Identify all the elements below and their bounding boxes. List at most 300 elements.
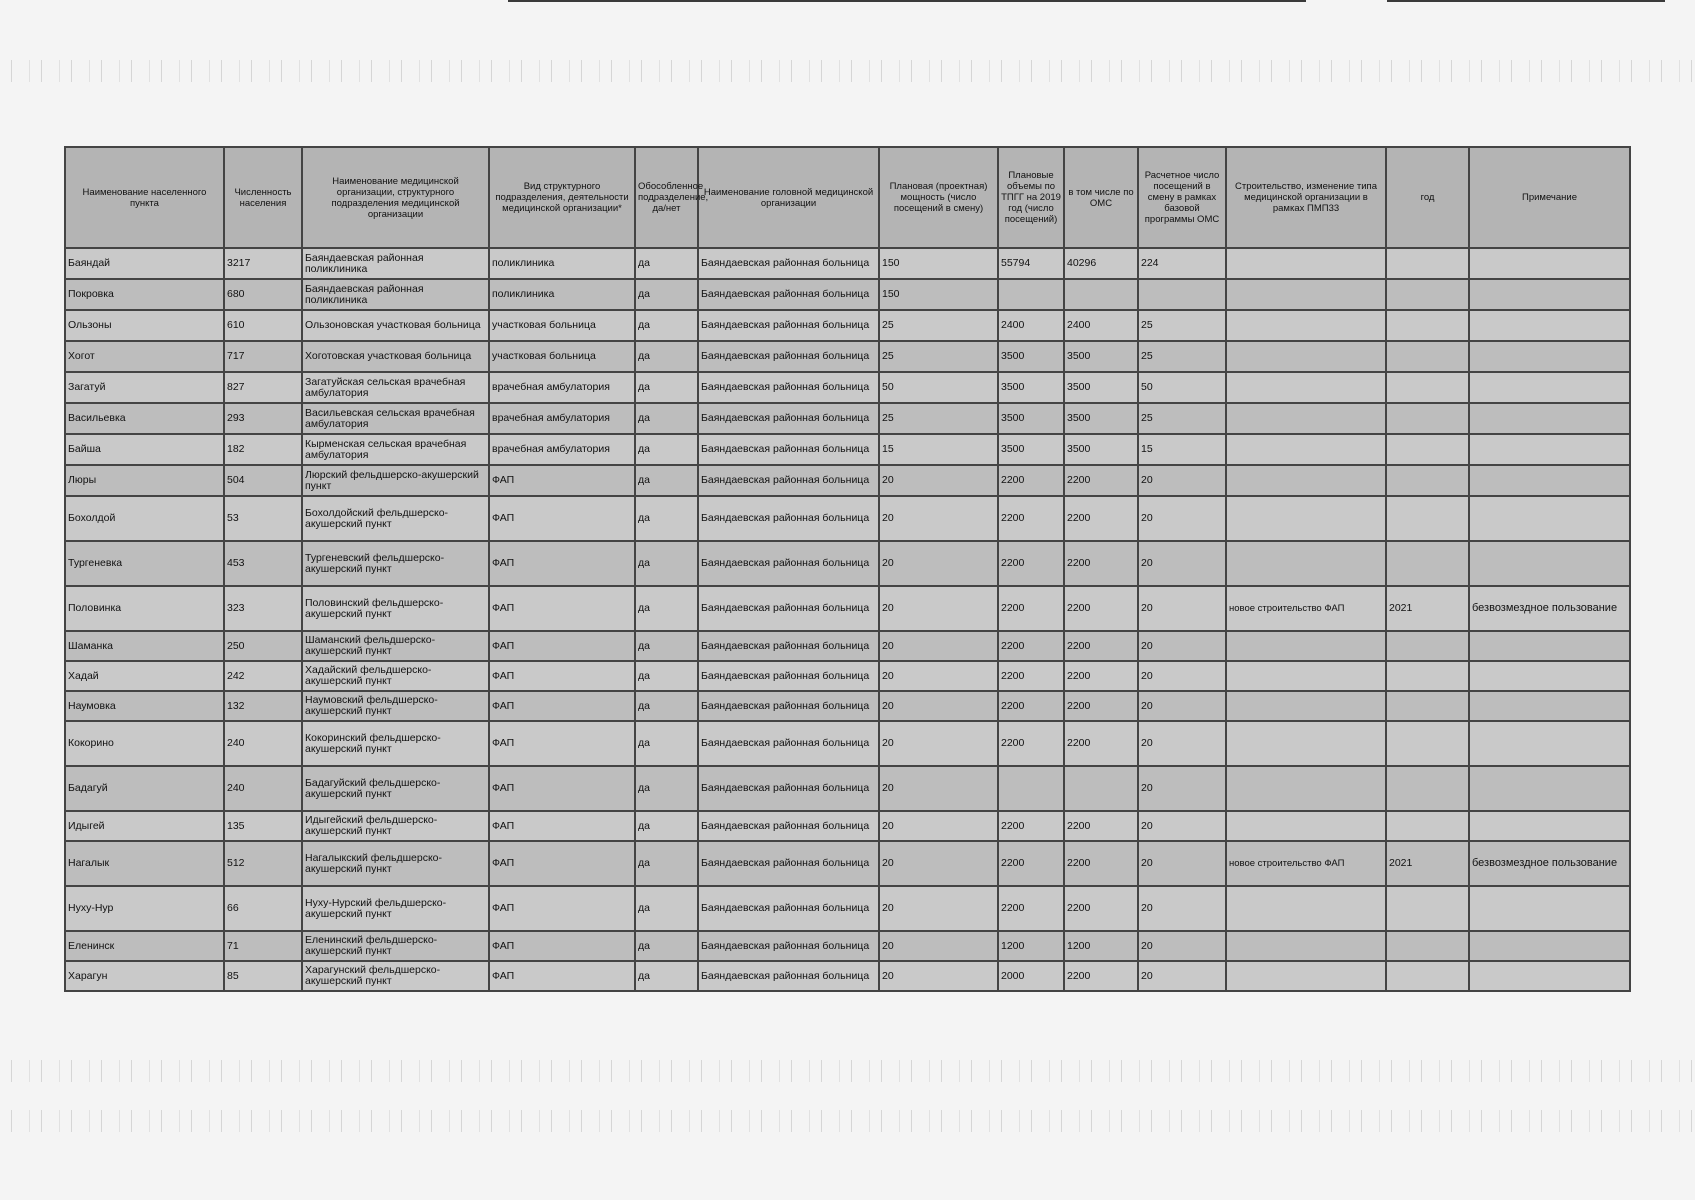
cell-separate: да bbox=[635, 721, 698, 766]
cell-capacity: 20 bbox=[879, 841, 998, 886]
cell-note bbox=[1469, 766, 1630, 811]
header-col-unit-type: Вид структурного подразделения, деятельности медицинской организации* bbox=[489, 147, 635, 248]
cell-unit-type: поликлиника bbox=[489, 248, 635, 279]
table-row bbox=[65, 841, 1630, 886]
cell-unit-type: ФАП bbox=[489, 496, 635, 541]
cell-note bbox=[1469, 496, 1630, 541]
table-row bbox=[65, 496, 1630, 541]
cell-unit-type: врачебная амбулатория bbox=[489, 372, 635, 403]
cell-population: 182 bbox=[224, 434, 302, 465]
cell-settlement: Покровка bbox=[65, 279, 224, 310]
cell-head-org: Баяндаевская районная больница bbox=[698, 372, 879, 403]
cell-year bbox=[1386, 310, 1469, 341]
cell-separate: да bbox=[635, 931, 698, 961]
table-row bbox=[65, 372, 1630, 403]
cell-org-name: Хадайский фельдшерско-акушерский пункт bbox=[302, 661, 489, 691]
table-row bbox=[65, 403, 1630, 434]
cell-visits-per-shift: 20 bbox=[1138, 721, 1226, 766]
cell-unit-type: ФАП bbox=[489, 931, 635, 961]
cell-visits-per-shift: 20 bbox=[1138, 766, 1226, 811]
cell-oms-volume: 2200 bbox=[1064, 961, 1138, 991]
cell-construction bbox=[1226, 766, 1386, 811]
cell-org-name: Половинский фельдшерско-акушерский пункт bbox=[302, 586, 489, 631]
facilities-table bbox=[64, 146, 1631, 992]
cell-oms-volume: 2200 bbox=[1064, 691, 1138, 721]
cell-separate: да bbox=[635, 541, 698, 586]
cell-head-org: Баяндаевская районная больница bbox=[698, 841, 879, 886]
cell-construction bbox=[1226, 961, 1386, 991]
cell-year bbox=[1386, 434, 1469, 465]
cell-plan-volume: 3500 bbox=[998, 434, 1064, 465]
header-col-note: Примечание bbox=[1469, 147, 1630, 248]
cell-settlement: Нуху-Нур bbox=[65, 886, 224, 931]
cell-org-name: Баяндаевская районная поликлиника bbox=[302, 279, 489, 310]
header-col-plan-volume: Плановые объемы по ТПГГ на 2019 год (число посещений) bbox=[998, 147, 1064, 248]
cell-settlement: Нагалык bbox=[65, 841, 224, 886]
cell-visits-per-shift: 20 bbox=[1138, 961, 1226, 991]
cell-oms-volume: 2200 bbox=[1064, 631, 1138, 661]
cell-note bbox=[1469, 691, 1630, 721]
cell-unit-type: участковая больница bbox=[489, 341, 635, 372]
table-row bbox=[65, 721, 1630, 766]
cell-oms-volume: 2200 bbox=[1064, 465, 1138, 496]
cell-plan-volume: 2200 bbox=[998, 691, 1064, 721]
cell-oms-volume: 2200 bbox=[1064, 661, 1138, 691]
cell-note bbox=[1469, 661, 1630, 691]
cell-unit-type: ФАП bbox=[489, 811, 635, 841]
cell-capacity: 20 bbox=[879, 721, 998, 766]
cell-population: 250 bbox=[224, 631, 302, 661]
cell-head-org: Баяндаевская районная больница bbox=[698, 434, 879, 465]
cell-construction bbox=[1226, 661, 1386, 691]
cell-capacity: 20 bbox=[879, 886, 998, 931]
cell-unit-type: ФАП bbox=[489, 586, 635, 631]
cell-settlement: Загатуй bbox=[65, 372, 224, 403]
cell-plan-volume bbox=[998, 766, 1064, 811]
table-row bbox=[65, 279, 1630, 310]
cell-separate: да bbox=[635, 372, 698, 403]
cell-capacity: 20 bbox=[879, 496, 998, 541]
cell-visits-per-shift bbox=[1138, 279, 1226, 310]
cell-unit-type: ФАП bbox=[489, 691, 635, 721]
cell-visits-per-shift: 50 bbox=[1138, 372, 1226, 403]
cell-settlement: Ользоны bbox=[65, 310, 224, 341]
cell-population: 240 bbox=[224, 721, 302, 766]
cell-construction bbox=[1226, 721, 1386, 766]
cell-oms-volume: 2200 bbox=[1064, 541, 1138, 586]
cell-settlement: Кокорино bbox=[65, 721, 224, 766]
cell-oms-volume: 2400 bbox=[1064, 310, 1138, 341]
cell-visits-per-shift: 20 bbox=[1138, 811, 1226, 841]
cell-year bbox=[1386, 661, 1469, 691]
cell-plan-volume: 2200 bbox=[998, 465, 1064, 496]
cell-settlement: Хогот bbox=[65, 341, 224, 372]
cell-year bbox=[1386, 766, 1469, 811]
cell-separate: да bbox=[635, 279, 698, 310]
cell-capacity: 20 bbox=[879, 961, 998, 991]
cell-construction bbox=[1226, 403, 1386, 434]
cell-note bbox=[1469, 465, 1630, 496]
cell-year bbox=[1386, 886, 1469, 931]
cell-construction bbox=[1226, 310, 1386, 341]
header-row bbox=[65, 147, 1630, 248]
cell-head-org: Баяндаевская районная больница bbox=[698, 341, 879, 372]
cell-separate: да bbox=[635, 403, 698, 434]
cell-population: 242 bbox=[224, 661, 302, 691]
header-col-construction: Строительство, изменение типа медицинской организации в рамках ПМП33 bbox=[1226, 147, 1386, 248]
cell-note bbox=[1469, 372, 1630, 403]
cell-head-org: Баяндаевская районная больница bbox=[698, 586, 879, 631]
cell-head-org: Баяндаевская районная больница bbox=[698, 691, 879, 721]
cell-construction bbox=[1226, 886, 1386, 931]
cell-note bbox=[1469, 279, 1630, 310]
scan-edge-line bbox=[508, 0, 1306, 2]
cell-population: 66 bbox=[224, 886, 302, 931]
cell-org-name: Еленинский фельдшерско-акушерский пункт bbox=[302, 931, 489, 961]
cell-head-org: Баяндаевская районная больница bbox=[698, 310, 879, 341]
cell-oms-volume: 2200 bbox=[1064, 721, 1138, 766]
cell-construction bbox=[1226, 248, 1386, 279]
cell-settlement: Наумовка bbox=[65, 691, 224, 721]
table-row bbox=[65, 691, 1630, 721]
cell-org-name: Загатуйская сельская врачебная амбулатория bbox=[302, 372, 489, 403]
scan-noise bbox=[0, 1110, 1695, 1132]
cell-plan-volume bbox=[998, 279, 1064, 310]
cell-year bbox=[1386, 931, 1469, 961]
cell-population: 71 bbox=[224, 931, 302, 961]
cell-separate: да bbox=[635, 310, 698, 341]
cell-plan-volume: 3500 bbox=[998, 372, 1064, 403]
cell-plan-volume: 2200 bbox=[998, 721, 1064, 766]
cell-construction bbox=[1226, 931, 1386, 961]
header-col-capacity: Плановая (проектная) мощность (число посещений в смену) bbox=[879, 147, 998, 248]
cell-construction bbox=[1226, 691, 1386, 721]
cell-plan-volume: 55794 bbox=[998, 248, 1064, 279]
cell-unit-type: ФАП bbox=[489, 766, 635, 811]
cell-note bbox=[1469, 631, 1630, 661]
cell-oms-volume: 1200 bbox=[1064, 931, 1138, 961]
cell-capacity: 15 bbox=[879, 434, 998, 465]
cell-settlement: Бохолдой bbox=[65, 496, 224, 541]
cell-visits-per-shift: 20 bbox=[1138, 586, 1226, 631]
cell-construction bbox=[1226, 811, 1386, 841]
cell-org-name: Харагунский фельдшерско-акушерский пункт bbox=[302, 961, 489, 991]
cell-population: 717 bbox=[224, 341, 302, 372]
cell-year bbox=[1386, 279, 1469, 310]
cell-head-org: Баяндаевская районная больница bbox=[698, 631, 879, 661]
header-col-visits-per-shift: Расчетное число посещений в смену в рамках базовой программы ОМС bbox=[1138, 147, 1226, 248]
cell-org-name: Тургеневский фельдшерско-акушерский пункт bbox=[302, 541, 489, 586]
cell-separate: да bbox=[635, 691, 698, 721]
cell-note bbox=[1469, 341, 1630, 372]
cell-construction bbox=[1226, 372, 1386, 403]
cell-year bbox=[1386, 541, 1469, 586]
cell-population: 293 bbox=[224, 403, 302, 434]
scan-noise bbox=[0, 1060, 1695, 1082]
header-col-settlement: Наименование населенного пункта bbox=[65, 147, 224, 248]
cell-settlement: Люры bbox=[65, 465, 224, 496]
cell-capacity: 25 bbox=[879, 341, 998, 372]
cell-head-org: Баяндаевская районная больница bbox=[698, 886, 879, 931]
cell-visits-per-shift: 20 bbox=[1138, 931, 1226, 961]
cell-population: 680 bbox=[224, 279, 302, 310]
cell-head-org: Баяндаевская районная больница bbox=[698, 931, 879, 961]
cell-settlement: Половинка bbox=[65, 586, 224, 631]
cell-head-org: Баяндаевская районная больница bbox=[698, 403, 879, 434]
cell-construction: новое строительство ФАП bbox=[1226, 841, 1386, 886]
cell-capacity: 25 bbox=[879, 310, 998, 341]
table-row bbox=[65, 811, 1630, 841]
cell-note bbox=[1469, 403, 1630, 434]
cell-unit-type: ФАП bbox=[489, 886, 635, 931]
cell-separate: да bbox=[635, 961, 698, 991]
cell-org-name: Шаманский фельдшерско-акушерский пункт bbox=[302, 631, 489, 661]
cell-head-org: Баяндаевская районная больница bbox=[698, 496, 879, 541]
cell-visits-per-shift: 20 bbox=[1138, 465, 1226, 496]
cell-population: 610 bbox=[224, 310, 302, 341]
cell-year bbox=[1386, 811, 1469, 841]
cell-head-org: Баяндаевская районная больница bbox=[698, 961, 879, 991]
cell-separate: да bbox=[635, 465, 698, 496]
cell-separate: да bbox=[635, 496, 698, 541]
cell-org-name: Баяндаевская районная поликлиника bbox=[302, 248, 489, 279]
cell-unit-type: ФАП bbox=[489, 721, 635, 766]
cell-note bbox=[1469, 961, 1630, 991]
cell-unit-type: врачебная амбулатория bbox=[489, 434, 635, 465]
cell-construction: новое строительство ФАП bbox=[1226, 586, 1386, 631]
cell-plan-volume: 2400 bbox=[998, 310, 1064, 341]
cell-year bbox=[1386, 631, 1469, 661]
cell-visits-per-shift: 20 bbox=[1138, 841, 1226, 886]
cell-visits-per-shift: 20 bbox=[1138, 631, 1226, 661]
cell-population: 323 bbox=[224, 586, 302, 631]
cell-visits-per-shift: 20 bbox=[1138, 661, 1226, 691]
cell-separate: да bbox=[635, 631, 698, 661]
cell-note: безвозмездное пользование bbox=[1469, 586, 1630, 631]
cell-oms-volume bbox=[1064, 766, 1138, 811]
cell-unit-type: ФАП bbox=[489, 541, 635, 586]
cell-oms-volume: 3500 bbox=[1064, 434, 1138, 465]
cell-construction bbox=[1226, 541, 1386, 586]
cell-year bbox=[1386, 403, 1469, 434]
cell-separate: да bbox=[635, 341, 698, 372]
cell-capacity: 20 bbox=[879, 661, 998, 691]
cell-year: 2021 bbox=[1386, 586, 1469, 631]
cell-population: 453 bbox=[224, 541, 302, 586]
cell-population: 827 bbox=[224, 372, 302, 403]
cell-oms-volume: 3500 bbox=[1064, 372, 1138, 403]
cell-capacity: 25 bbox=[879, 403, 998, 434]
cell-head-org: Баяндаевская районная больница bbox=[698, 721, 879, 766]
cell-visits-per-shift: 20 bbox=[1138, 886, 1226, 931]
cell-note bbox=[1469, 310, 1630, 341]
cell-settlement: Тургеневка bbox=[65, 541, 224, 586]
cell-capacity: 20 bbox=[879, 541, 998, 586]
cell-oms-volume: 3500 bbox=[1064, 403, 1138, 434]
table-row bbox=[65, 661, 1630, 691]
cell-oms-volume: 3500 bbox=[1064, 341, 1138, 372]
cell-population: 132 bbox=[224, 691, 302, 721]
cell-plan-volume: 2000 bbox=[998, 961, 1064, 991]
cell-settlement: Шаманка bbox=[65, 631, 224, 661]
cell-settlement: Байша bbox=[65, 434, 224, 465]
cell-org-name: Бадагуйский фельдшерско-акушерский пункт bbox=[302, 766, 489, 811]
cell-visits-per-shift: 25 bbox=[1138, 310, 1226, 341]
cell-note: безвозмездное пользование bbox=[1469, 841, 1630, 886]
cell-unit-type: ФАП bbox=[489, 661, 635, 691]
cell-separate: да bbox=[635, 841, 698, 886]
cell-year bbox=[1386, 341, 1469, 372]
cell-plan-volume: 2200 bbox=[998, 541, 1064, 586]
cell-construction bbox=[1226, 279, 1386, 310]
header-col-year: год bbox=[1386, 147, 1469, 248]
cell-plan-volume: 3500 bbox=[998, 341, 1064, 372]
cell-capacity: 150 bbox=[879, 279, 998, 310]
cell-head-org: Баяндаевская районная больница bbox=[698, 279, 879, 310]
cell-capacity: 20 bbox=[879, 811, 998, 841]
cell-separate: да bbox=[635, 811, 698, 841]
cell-settlement: Бадагуй bbox=[65, 766, 224, 811]
cell-separate: да bbox=[635, 248, 698, 279]
cell-unit-type: врачебная амбулатория bbox=[489, 403, 635, 434]
cell-year bbox=[1386, 961, 1469, 991]
table-row bbox=[65, 465, 1630, 496]
cell-org-name: Идыгейский фельдшерско-акушерский пункт bbox=[302, 811, 489, 841]
cell-note bbox=[1469, 811, 1630, 841]
cell-construction bbox=[1226, 496, 1386, 541]
cell-oms-volume: 40296 bbox=[1064, 248, 1138, 279]
cell-plan-volume: 2200 bbox=[998, 661, 1064, 691]
cell-visits-per-shift: 224 bbox=[1138, 248, 1226, 279]
table-row bbox=[65, 886, 1630, 931]
cell-construction bbox=[1226, 631, 1386, 661]
table-row bbox=[65, 931, 1630, 961]
table-row bbox=[65, 541, 1630, 586]
cell-org-name: Ользоновская участковая больница bbox=[302, 310, 489, 341]
cell-population: 53 bbox=[224, 496, 302, 541]
cell-construction bbox=[1226, 341, 1386, 372]
scan-edge-line bbox=[1387, 0, 1665, 2]
cell-year bbox=[1386, 248, 1469, 279]
cell-org-name: Кокоринский фельдшерско-акушерский пункт bbox=[302, 721, 489, 766]
cell-year bbox=[1386, 691, 1469, 721]
table-row bbox=[65, 248, 1630, 279]
cell-settlement: Васильевка bbox=[65, 403, 224, 434]
cell-org-name: Нуху-Нурский фельдшерско-акушерский пункт bbox=[302, 886, 489, 931]
cell-plan-volume: 2200 bbox=[998, 496, 1064, 541]
cell-separate: да bbox=[635, 766, 698, 811]
cell-unit-type: ФАП bbox=[489, 465, 635, 496]
header-col-head-org: Наименование головной медицинской организации bbox=[698, 147, 879, 248]
table-row bbox=[65, 434, 1630, 465]
table-row bbox=[65, 766, 1630, 811]
cell-visits-per-shift: 20 bbox=[1138, 496, 1226, 541]
cell-visits-per-shift: 25 bbox=[1138, 341, 1226, 372]
table-row bbox=[65, 341, 1630, 372]
cell-oms-volume: 2200 bbox=[1064, 886, 1138, 931]
cell-unit-type: поликлиника bbox=[489, 279, 635, 310]
cell-capacity: 150 bbox=[879, 248, 998, 279]
cell-capacity: 20 bbox=[879, 691, 998, 721]
cell-population: 3217 bbox=[224, 248, 302, 279]
cell-note bbox=[1469, 886, 1630, 931]
cell-head-org: Баяндаевская районная больница bbox=[698, 766, 879, 811]
cell-population: 135 bbox=[224, 811, 302, 841]
cell-population: 240 bbox=[224, 766, 302, 811]
header-col-population: Численность населения bbox=[224, 147, 302, 248]
cell-org-name: Люрский фельдшерско-акушерский пункт bbox=[302, 465, 489, 496]
cell-note bbox=[1469, 248, 1630, 279]
header-col-oms: в том числе по ОМС bbox=[1064, 147, 1138, 248]
cell-org-name: Васильевская сельская врачебная амбулатория bbox=[302, 403, 489, 434]
cell-oms-volume: 2200 bbox=[1064, 811, 1138, 841]
cell-plan-volume: 2200 bbox=[998, 811, 1064, 841]
cell-year: 2021 bbox=[1386, 841, 1469, 886]
cell-settlement: Харагун bbox=[65, 961, 224, 991]
cell-separate: да bbox=[635, 434, 698, 465]
header-col-separate: Обособленное подразделение, да/нет bbox=[635, 147, 698, 248]
cell-head-org: Баяндаевская районная больница bbox=[698, 465, 879, 496]
cell-plan-volume: 1200 bbox=[998, 931, 1064, 961]
cell-year bbox=[1386, 721, 1469, 766]
cell-year bbox=[1386, 465, 1469, 496]
cell-org-name: Хоготовская участковая больница bbox=[302, 341, 489, 372]
cell-separate: да bbox=[635, 661, 698, 691]
table-row bbox=[65, 631, 1630, 661]
cell-plan-volume: 3500 bbox=[998, 403, 1064, 434]
cell-visits-per-shift: 20 bbox=[1138, 541, 1226, 586]
cell-year bbox=[1386, 372, 1469, 403]
cell-population: 85 bbox=[224, 961, 302, 991]
cell-visits-per-shift: 15 bbox=[1138, 434, 1226, 465]
cell-capacity: 20 bbox=[879, 931, 998, 961]
header-col-org-name: Наименование медицинской организации, структурного подразделения медицинской организации bbox=[302, 147, 489, 248]
scan-noise bbox=[0, 60, 1695, 82]
cell-note bbox=[1469, 434, 1630, 465]
cell-visits-per-shift: 20 bbox=[1138, 691, 1226, 721]
cell-note bbox=[1469, 721, 1630, 766]
cell-org-name: Бохолдойский фельдшерско-акушерский пункт bbox=[302, 496, 489, 541]
cell-plan-volume: 2200 bbox=[998, 631, 1064, 661]
cell-head-org: Баяндаевская районная больница bbox=[698, 811, 879, 841]
cell-oms-volume: 2200 bbox=[1064, 496, 1138, 541]
cell-org-name: Нагалыкский фельдшерско-акушерский пункт bbox=[302, 841, 489, 886]
cell-capacity: 20 bbox=[879, 586, 998, 631]
cell-oms-volume: 2200 bbox=[1064, 586, 1138, 631]
cell-note bbox=[1469, 541, 1630, 586]
cell-population: 512 bbox=[224, 841, 302, 886]
cell-year bbox=[1386, 496, 1469, 541]
cell-capacity: 20 bbox=[879, 631, 998, 661]
cell-unit-type: ФАП bbox=[489, 841, 635, 886]
cell-settlement: Хадай bbox=[65, 661, 224, 691]
cell-plan-volume: 2200 bbox=[998, 586, 1064, 631]
cell-unit-type: ФАП bbox=[489, 961, 635, 991]
cell-separate: да bbox=[635, 886, 698, 931]
cell-oms-volume bbox=[1064, 279, 1138, 310]
cell-capacity: 20 bbox=[879, 465, 998, 496]
cell-head-org: Баяндаевская районная больница bbox=[698, 541, 879, 586]
cell-construction bbox=[1226, 434, 1386, 465]
cell-plan-volume: 2200 bbox=[998, 841, 1064, 886]
cell-settlement: Идыгей bbox=[65, 811, 224, 841]
cell-org-name: Наумовский фельдшерско-акушерский пункт bbox=[302, 691, 489, 721]
table-row bbox=[65, 961, 1630, 991]
cell-capacity: 20 bbox=[879, 766, 998, 811]
cell-head-org: Баяндаевская районная больница bbox=[698, 661, 879, 691]
cell-head-org: Баяндаевская районная больница bbox=[698, 248, 879, 279]
cell-construction bbox=[1226, 465, 1386, 496]
